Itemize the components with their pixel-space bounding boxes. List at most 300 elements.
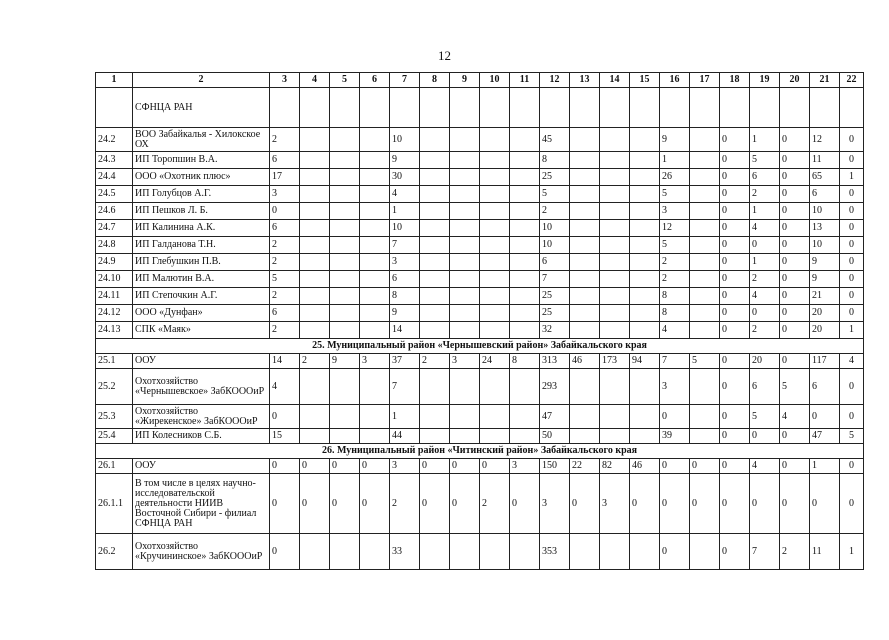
value-cell: 8 bbox=[390, 288, 420, 305]
value-cell: 0 bbox=[780, 474, 810, 534]
value-cell: 6 bbox=[540, 254, 570, 271]
value-cell: 8 bbox=[660, 288, 690, 305]
value-cell: 9 bbox=[390, 152, 420, 169]
value-cell bbox=[570, 152, 600, 169]
value-cell bbox=[450, 534, 480, 570]
table-row bbox=[96, 220, 864, 237]
value-cell: 0 bbox=[780, 128, 810, 152]
value-cell bbox=[330, 369, 360, 405]
value-cell bbox=[420, 288, 450, 305]
table-row bbox=[96, 322, 864, 339]
value-cell: 0 bbox=[780, 169, 810, 186]
column-header: 3 bbox=[270, 73, 300, 88]
value-cell bbox=[360, 186, 390, 203]
value-cell: 21 bbox=[810, 288, 840, 305]
value-cell: 94 bbox=[630, 354, 660, 369]
value-cell bbox=[570, 271, 600, 288]
value-cell bbox=[810, 88, 840, 128]
value-cell bbox=[450, 220, 480, 237]
column-header: 13 bbox=[570, 73, 600, 88]
value-cell: 0 bbox=[780, 429, 810, 444]
organization-name-cell: ИП Глебушкин П.В. bbox=[133, 254, 270, 271]
value-cell: 0 bbox=[840, 474, 864, 534]
value-cell: 0 bbox=[840, 369, 864, 405]
value-cell: 0 bbox=[630, 474, 660, 534]
value-cell bbox=[300, 288, 330, 305]
organization-name-cell: Охотхозяйство «Чернышевское» ЗабКОООиР bbox=[133, 369, 270, 405]
value-cell bbox=[570, 254, 600, 271]
value-cell bbox=[690, 128, 720, 152]
value-cell bbox=[330, 203, 360, 220]
value-cell bbox=[420, 220, 450, 237]
value-cell: 0 bbox=[450, 459, 480, 474]
value-cell bbox=[570, 405, 600, 429]
column-header: 10 bbox=[480, 73, 510, 88]
value-cell bbox=[360, 322, 390, 339]
value-cell bbox=[690, 429, 720, 444]
value-cell bbox=[630, 88, 660, 128]
value-cell bbox=[360, 369, 390, 405]
value-cell bbox=[510, 237, 540, 254]
value-cell: 10 bbox=[390, 128, 420, 152]
row-number-cell: 26.1 bbox=[96, 459, 133, 474]
organization-name-cell: ИП Галданова Т.Н. bbox=[133, 237, 270, 254]
value-cell: 0 bbox=[840, 220, 864, 237]
value-cell bbox=[360, 152, 390, 169]
value-cell bbox=[330, 152, 360, 169]
value-cell: 2 bbox=[420, 354, 450, 369]
value-cell bbox=[570, 203, 600, 220]
column-header: 17 bbox=[690, 73, 720, 88]
section-header-row bbox=[96, 339, 864, 354]
value-cell: 0 bbox=[780, 288, 810, 305]
value-cell: 2 bbox=[540, 203, 570, 220]
value-cell: 46 bbox=[630, 459, 660, 474]
value-cell: 2 bbox=[390, 474, 420, 534]
value-cell bbox=[690, 88, 720, 128]
row-number-cell: 25.1 bbox=[96, 354, 133, 369]
value-cell bbox=[360, 288, 390, 305]
value-cell: 0 bbox=[720, 305, 750, 322]
value-cell bbox=[300, 322, 330, 339]
value-cell bbox=[480, 534, 510, 570]
value-cell: 0 bbox=[810, 474, 840, 534]
value-cell: 25 bbox=[540, 169, 570, 186]
value-cell bbox=[480, 220, 510, 237]
value-cell bbox=[600, 405, 630, 429]
column-header: 18 bbox=[720, 73, 750, 88]
value-cell: 0 bbox=[720, 271, 750, 288]
row-number-cell: 25.3 bbox=[96, 405, 133, 429]
value-cell bbox=[510, 305, 540, 322]
value-cell bbox=[600, 237, 630, 254]
row-number-cell: 26.2 bbox=[96, 534, 133, 570]
value-cell: 0 bbox=[720, 369, 750, 405]
value-cell bbox=[630, 152, 660, 169]
value-cell bbox=[420, 152, 450, 169]
column-header: 7 bbox=[390, 73, 420, 88]
value-cell bbox=[510, 169, 540, 186]
value-cell bbox=[600, 271, 630, 288]
value-cell bbox=[450, 169, 480, 186]
value-cell bbox=[630, 271, 660, 288]
value-cell: 2 bbox=[660, 271, 690, 288]
value-cell bbox=[480, 369, 510, 405]
value-cell: 2 bbox=[780, 534, 810, 570]
row-number-cell: 25.2 bbox=[96, 369, 133, 405]
value-cell: 14 bbox=[270, 354, 300, 369]
value-cell bbox=[330, 186, 360, 203]
value-cell: 25 bbox=[540, 305, 570, 322]
value-cell bbox=[300, 429, 330, 444]
value-cell: 0 bbox=[780, 152, 810, 169]
value-cell bbox=[480, 254, 510, 271]
value-cell: 24 bbox=[480, 354, 510, 369]
row-number-cell: 24.8 bbox=[96, 237, 133, 254]
value-cell: 6 bbox=[750, 169, 780, 186]
value-cell bbox=[450, 369, 480, 405]
value-cell: 0 bbox=[570, 474, 600, 534]
value-cell bbox=[600, 128, 630, 152]
value-cell bbox=[600, 152, 630, 169]
value-cell bbox=[420, 429, 450, 444]
value-cell bbox=[330, 288, 360, 305]
value-cell: 9 bbox=[810, 254, 840, 271]
value-cell: 1 bbox=[660, 152, 690, 169]
row-number-cell: 26.1.1 bbox=[96, 474, 133, 534]
value-cell bbox=[450, 88, 480, 128]
value-cell bbox=[330, 128, 360, 152]
value-cell: 0 bbox=[720, 474, 750, 534]
organization-name-cell: ИП Торопшин В.А. bbox=[133, 152, 270, 169]
value-cell: 37 bbox=[390, 354, 420, 369]
value-cell: 30 bbox=[390, 169, 420, 186]
value-cell bbox=[570, 186, 600, 203]
column-header: 22 bbox=[840, 73, 864, 88]
value-cell: 353 bbox=[540, 534, 570, 570]
value-cell bbox=[600, 220, 630, 237]
value-cell bbox=[300, 88, 330, 128]
value-cell: 0 bbox=[720, 203, 750, 220]
value-cell bbox=[360, 534, 390, 570]
value-cell: 0 bbox=[780, 354, 810, 369]
value-cell: 0 bbox=[720, 169, 750, 186]
value-cell bbox=[690, 322, 720, 339]
column-header: 2 bbox=[133, 73, 270, 88]
organization-name-cell: В том числе в целях научно-исследовательской деятельности НИИВ Восточной Сибири - филиал СФНЦА РАН bbox=[133, 474, 270, 534]
value-cell: 2 bbox=[270, 322, 300, 339]
value-cell bbox=[540, 88, 570, 128]
value-cell bbox=[630, 288, 660, 305]
value-cell: 2 bbox=[660, 254, 690, 271]
value-cell bbox=[300, 237, 330, 254]
value-cell: 2 bbox=[270, 237, 300, 254]
value-cell: 0 bbox=[270, 203, 300, 220]
value-cell bbox=[510, 369, 540, 405]
value-cell bbox=[570, 429, 600, 444]
value-cell bbox=[300, 220, 330, 237]
value-cell: 7 bbox=[750, 534, 780, 570]
value-cell: 3 bbox=[450, 354, 480, 369]
value-cell: 13 bbox=[810, 220, 840, 237]
value-cell: 3 bbox=[540, 474, 570, 534]
table-row bbox=[96, 305, 864, 322]
value-cell bbox=[600, 88, 630, 128]
value-cell: 0 bbox=[720, 186, 750, 203]
value-cell: 6 bbox=[750, 369, 780, 405]
table-row bbox=[96, 429, 864, 444]
page-number: 12 bbox=[438, 48, 451, 63]
value-cell: 8 bbox=[660, 305, 690, 322]
organization-name-cell: Охотхозяйство «Жирекенское» ЗабКОООиР bbox=[133, 405, 270, 429]
value-cell: 0 bbox=[480, 459, 510, 474]
value-cell bbox=[510, 288, 540, 305]
column-header: 8 bbox=[420, 73, 450, 88]
value-cell bbox=[450, 237, 480, 254]
value-cell bbox=[450, 203, 480, 220]
value-cell bbox=[630, 128, 660, 152]
value-cell: 0 bbox=[270, 405, 300, 429]
value-cell bbox=[330, 88, 360, 128]
value-cell: 0 bbox=[840, 459, 864, 474]
value-cell: 0 bbox=[270, 474, 300, 534]
value-cell: 14 bbox=[390, 322, 420, 339]
value-cell bbox=[360, 169, 390, 186]
value-cell: 173 bbox=[600, 354, 630, 369]
value-cell bbox=[330, 322, 360, 339]
value-cell: 46 bbox=[570, 354, 600, 369]
value-cell bbox=[570, 369, 600, 405]
value-cell: 1 bbox=[750, 128, 780, 152]
value-cell bbox=[690, 369, 720, 405]
value-cell: 45 bbox=[540, 128, 570, 152]
value-cell bbox=[480, 305, 510, 322]
value-cell bbox=[360, 271, 390, 288]
value-cell bbox=[570, 237, 600, 254]
table-row bbox=[96, 288, 864, 305]
value-cell: 6 bbox=[270, 305, 300, 322]
section-title: 26. Муниципальный район «Читинский район» Забайкальского края bbox=[96, 444, 864, 459]
table-row bbox=[96, 405, 864, 429]
value-cell bbox=[330, 271, 360, 288]
organization-name-cell: СФНЦА РАН bbox=[133, 88, 270, 128]
value-cell: 313 bbox=[540, 354, 570, 369]
value-cell bbox=[360, 237, 390, 254]
value-cell bbox=[450, 128, 480, 152]
value-cell bbox=[420, 237, 450, 254]
organization-name-cell: ООО «Дунфан» bbox=[133, 305, 270, 322]
organization-name-cell: ООУ bbox=[133, 354, 270, 369]
value-cell: 0 bbox=[750, 429, 780, 444]
column-header: 1 bbox=[96, 73, 133, 88]
value-cell bbox=[480, 152, 510, 169]
value-cell bbox=[690, 288, 720, 305]
value-cell bbox=[360, 305, 390, 322]
value-cell: 5 bbox=[840, 429, 864, 444]
value-cell bbox=[840, 88, 864, 128]
value-cell: 0 bbox=[450, 474, 480, 534]
value-cell: 0 bbox=[840, 271, 864, 288]
value-cell bbox=[450, 405, 480, 429]
value-cell bbox=[300, 305, 330, 322]
value-cell bbox=[690, 186, 720, 203]
organization-name-cell: Охотхозяйство «Кручининское» ЗабКОООиР bbox=[133, 534, 270, 570]
organization-name-cell: ООУ bbox=[133, 459, 270, 474]
value-cell: 0 bbox=[750, 474, 780, 534]
value-cell bbox=[570, 322, 600, 339]
value-cell: 47 bbox=[540, 405, 570, 429]
column-header-row bbox=[96, 73, 864, 88]
value-cell: 0 bbox=[780, 254, 810, 271]
row-number-cell: 24.9 bbox=[96, 254, 133, 271]
value-cell bbox=[630, 203, 660, 220]
value-cell: 9 bbox=[660, 128, 690, 152]
value-cell bbox=[570, 88, 600, 128]
column-header: 11 bbox=[510, 73, 540, 88]
value-cell bbox=[570, 128, 600, 152]
value-cell: 0 bbox=[810, 405, 840, 429]
value-cell: 7 bbox=[390, 369, 420, 405]
value-cell: 1 bbox=[840, 169, 864, 186]
value-cell: 0 bbox=[720, 322, 750, 339]
organization-name-cell: ИП Пешков Л. Б. bbox=[133, 203, 270, 220]
value-cell: 9 bbox=[330, 354, 360, 369]
value-cell: 3 bbox=[510, 459, 540, 474]
value-cell: 2 bbox=[270, 128, 300, 152]
value-cell bbox=[630, 220, 660, 237]
organization-name-cell: ИП Степочкин А.Г. bbox=[133, 288, 270, 305]
value-cell bbox=[450, 305, 480, 322]
value-cell bbox=[690, 203, 720, 220]
value-cell bbox=[300, 271, 330, 288]
value-cell bbox=[480, 186, 510, 203]
row-number-cell: 24.7 bbox=[96, 220, 133, 237]
value-cell: 0 bbox=[780, 220, 810, 237]
value-cell bbox=[690, 169, 720, 186]
value-cell: 1 bbox=[390, 405, 420, 429]
value-cell: 0 bbox=[780, 203, 810, 220]
value-cell: 3 bbox=[390, 254, 420, 271]
value-cell bbox=[480, 203, 510, 220]
value-cell: 0 bbox=[300, 459, 330, 474]
value-cell bbox=[600, 534, 630, 570]
row-number-cell: 24.12 bbox=[96, 305, 133, 322]
value-cell bbox=[300, 254, 330, 271]
value-cell bbox=[660, 88, 690, 128]
value-cell bbox=[480, 429, 510, 444]
table-row bbox=[96, 271, 864, 288]
value-cell: 7 bbox=[540, 271, 570, 288]
table-row bbox=[96, 88, 864, 128]
column-header: 4 bbox=[300, 73, 330, 88]
value-cell bbox=[420, 322, 450, 339]
value-cell bbox=[510, 271, 540, 288]
value-cell: 0 bbox=[780, 271, 810, 288]
value-cell bbox=[600, 254, 630, 271]
value-cell: 0 bbox=[780, 459, 810, 474]
value-cell: 5 bbox=[750, 152, 780, 169]
value-cell: 7 bbox=[390, 237, 420, 254]
value-cell: 4 bbox=[840, 354, 864, 369]
value-cell bbox=[330, 405, 360, 429]
row-number-cell: 24.3 bbox=[96, 152, 133, 169]
table-row bbox=[96, 128, 864, 152]
value-cell: 11 bbox=[810, 152, 840, 169]
row-number-cell: 24.13 bbox=[96, 322, 133, 339]
value-cell: 25 bbox=[540, 288, 570, 305]
value-cell: 4 bbox=[750, 459, 780, 474]
table-row bbox=[96, 459, 864, 474]
value-cell: 39 bbox=[660, 429, 690, 444]
value-cell: 1 bbox=[750, 203, 780, 220]
value-cell: 117 bbox=[810, 354, 840, 369]
value-cell bbox=[570, 169, 600, 186]
value-cell bbox=[300, 152, 330, 169]
value-cell: 3 bbox=[600, 474, 630, 534]
value-cell: 5 bbox=[270, 271, 300, 288]
organization-name-cell: ИП Голубцов А.Г. bbox=[133, 186, 270, 203]
value-cell bbox=[630, 369, 660, 405]
value-cell: 0 bbox=[510, 474, 540, 534]
value-cell: 0 bbox=[720, 152, 750, 169]
value-cell bbox=[480, 271, 510, 288]
value-cell: 0 bbox=[720, 429, 750, 444]
table-row bbox=[96, 369, 864, 405]
value-cell: 8 bbox=[510, 354, 540, 369]
value-cell: 10 bbox=[540, 220, 570, 237]
value-cell: 1 bbox=[750, 254, 780, 271]
value-cell bbox=[690, 271, 720, 288]
value-cell bbox=[600, 322, 630, 339]
value-cell bbox=[510, 429, 540, 444]
value-cell bbox=[360, 220, 390, 237]
value-cell: 4 bbox=[270, 369, 300, 405]
value-cell: 5 bbox=[660, 186, 690, 203]
value-cell: 5 bbox=[540, 186, 570, 203]
value-cell bbox=[510, 322, 540, 339]
value-cell bbox=[630, 534, 660, 570]
value-cell bbox=[450, 322, 480, 339]
value-cell bbox=[570, 534, 600, 570]
value-cell: 0 bbox=[720, 237, 750, 254]
value-cell: 10 bbox=[390, 220, 420, 237]
value-cell: 0 bbox=[720, 128, 750, 152]
value-cell: 0 bbox=[360, 459, 390, 474]
value-cell: 0 bbox=[840, 203, 864, 220]
value-cell bbox=[420, 203, 450, 220]
value-cell bbox=[450, 254, 480, 271]
value-cell: 2 bbox=[270, 254, 300, 271]
value-cell bbox=[300, 128, 330, 152]
value-cell: 0 bbox=[720, 459, 750, 474]
value-cell: 47 bbox=[810, 429, 840, 444]
value-cell bbox=[780, 88, 810, 128]
value-cell bbox=[510, 203, 540, 220]
organization-name-cell: ИП Колесников С.Б. bbox=[133, 429, 270, 444]
row-number-cell: 24.4 bbox=[96, 169, 133, 186]
value-cell bbox=[450, 288, 480, 305]
table-row bbox=[96, 534, 864, 570]
value-cell bbox=[480, 322, 510, 339]
value-cell: 44 bbox=[390, 429, 420, 444]
value-cell bbox=[630, 169, 660, 186]
value-cell bbox=[330, 534, 360, 570]
column-header: 9 bbox=[450, 73, 480, 88]
value-cell bbox=[570, 305, 600, 322]
value-cell: 293 bbox=[540, 369, 570, 405]
value-cell: 0 bbox=[840, 405, 864, 429]
value-cell bbox=[300, 186, 330, 203]
